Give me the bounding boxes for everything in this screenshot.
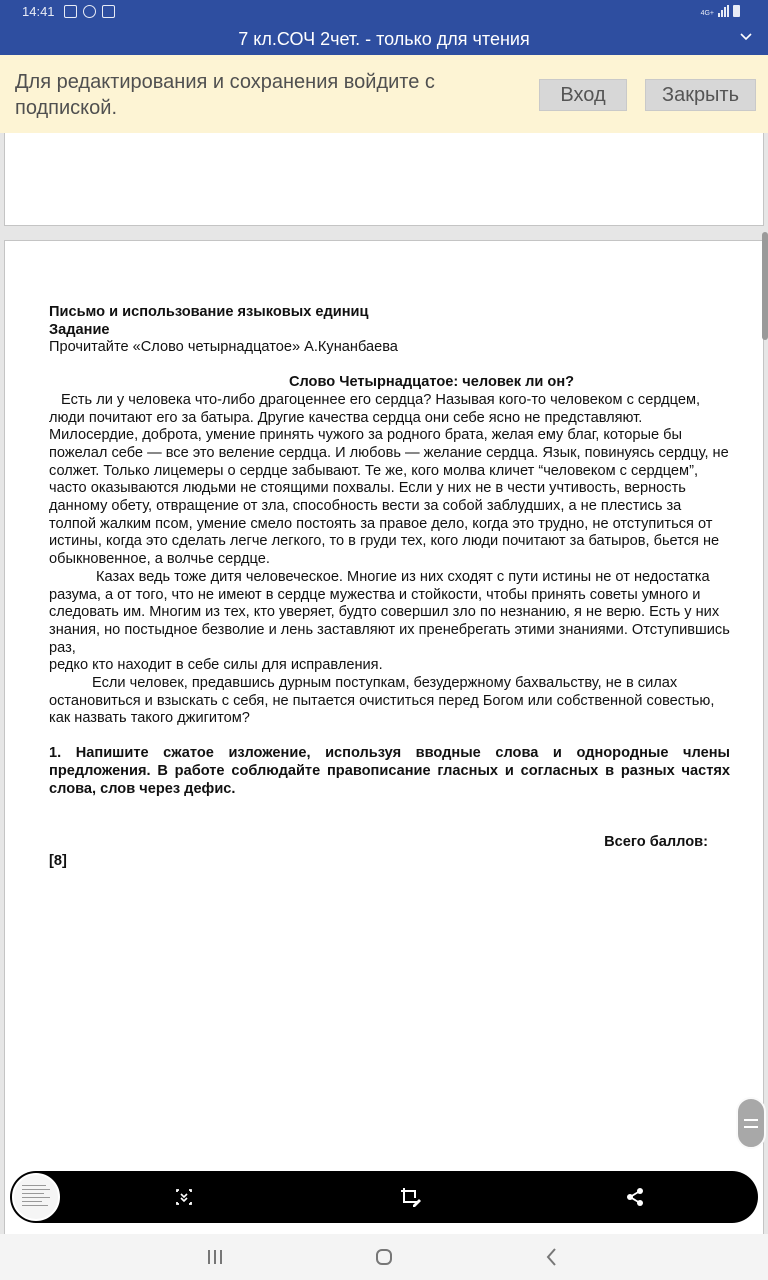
instruction: Прочитайте «Слово четырнадцатое» А.Кунанбаева: [49, 339, 398, 356]
previous-page: [4, 133, 764, 226]
recent-apps-icon[interactable]: [204, 1246, 226, 1268]
paragraph: Если человек, предавшись дурным поступкам, безудержному бахвальству, не в силах остановиться и взыскать с себя, не пытается очиститься перед Богом или собственной совестью, как назвать такого джигитом?: [49, 675, 715, 727]
score-value: [8]: [49, 852, 67, 869]
bottom-toolbar: [10, 1171, 758, 1223]
title-bar: [0, 24, 768, 55]
back-icon[interactable]: [541, 1246, 563, 1268]
system-navigation-bar: [0, 1234, 768, 1280]
login-button[interactable]: Вход: [539, 79, 627, 111]
crop-edit-icon[interactable]: [398, 1185, 422, 1209]
home-icon[interactable]: [373, 1246, 395, 1268]
document-header: [49, 304, 730, 357]
status-bar: [0, 0, 768, 24]
fit-width-icon[interactable]: [172, 1185, 196, 1209]
paragraph-continuation: редко кто находит в себе силы для исправления.: [49, 657, 383, 674]
notice-text: Для редактирования и сохранения войдите с подпиской.: [15, 71, 435, 119]
document-content: [49, 304, 730, 871]
total-score-label: Всего баллов:: [604, 834, 708, 851]
close-button[interactable]: Закрыть: [645, 79, 756, 111]
paragraph: Казах ведь тоже дитя человеческое. Многие из них сходят с пути истины не от недостатка разума, а от того, что не имеют в сердце мужества и стойкости, чтобы принять советы умного и следовать им. Многим из тех, кто уверяет, будто совершил зло по незнанию, я не верю. Есть у них знания, но постыдное безволие и лень заставляют их пренебрегать этими знаниями. Отступившись раз,: [49, 568, 730, 656]
share-icon[interactable]: [623, 1185, 647, 1209]
whatsapp-icon: [83, 5, 96, 18]
battery-icon: [733, 5, 740, 17]
scrollbar-thumb[interactable]: [762, 232, 768, 340]
subscription-notice: [0, 55, 768, 133]
system-icons: [701, 5, 740, 17]
document-title: 7 кл.СОЧ 2чет. - только для чтения: [238, 29, 530, 49]
side-panel-handle[interactable]: [736, 1097, 766, 1149]
network-type: 4G+: [700, 10, 714, 17]
article-title: Слово Четырнадцатое: человек ли он?: [288, 374, 575, 391]
checkbox-notification-icon: [102, 5, 115, 18]
section-heading: Письмо и использование языковых единиц: [49, 304, 369, 320]
chevron-down-icon[interactable]: [738, 29, 754, 45]
status-time: 14:41: [22, 4, 55, 19]
task-label: Задание: [49, 321, 110, 338]
notification-icons: [64, 5, 115, 18]
paragraph: Есть ли у человека что-либо драгоценнее его сердца? Называя кого-то человеком с сердцем, люди почитают его за батыра. Другие качества сердца они себе ясно не представляют. Милосердие, доброта, умение принять чужого за родного брата, желая ему благ, которые бы пожелал себе — все это веление сердца. И любовь — желание сердца. Язык, повинуясь сердцу, не солжет. Только лицемеры о сердце забывают. Те же, кого молва кличет “человеком с сердцем”, часто оказываются людьми не стоящими похвалы. Если у них не в чести учтивость, верность данному обету, отвращение от зла, способность вести за собой заблудших, а не плестись за толпой жалким псом, умение смело постоять за правое дело, когда это трудно, не отступиться от истины, когда это сделать легче легкого, то в груди тех, кого люди почитают за батыров, бьется не обыкновенное, а волчье сердце.: [49, 391, 729, 568]
signal-icon: [718, 5, 729, 17]
page-thumbnail-icon[interactable]: [12, 1173, 60, 1221]
gallery-icon: [64, 5, 77, 18]
task-question: 1. Напишите сжатое изложение, используя вводные слова и однородные члены предложения. В работе соблюдайте правописание гласных и согласных в разных частях слова, слов через дефис.: [49, 745, 730, 797]
